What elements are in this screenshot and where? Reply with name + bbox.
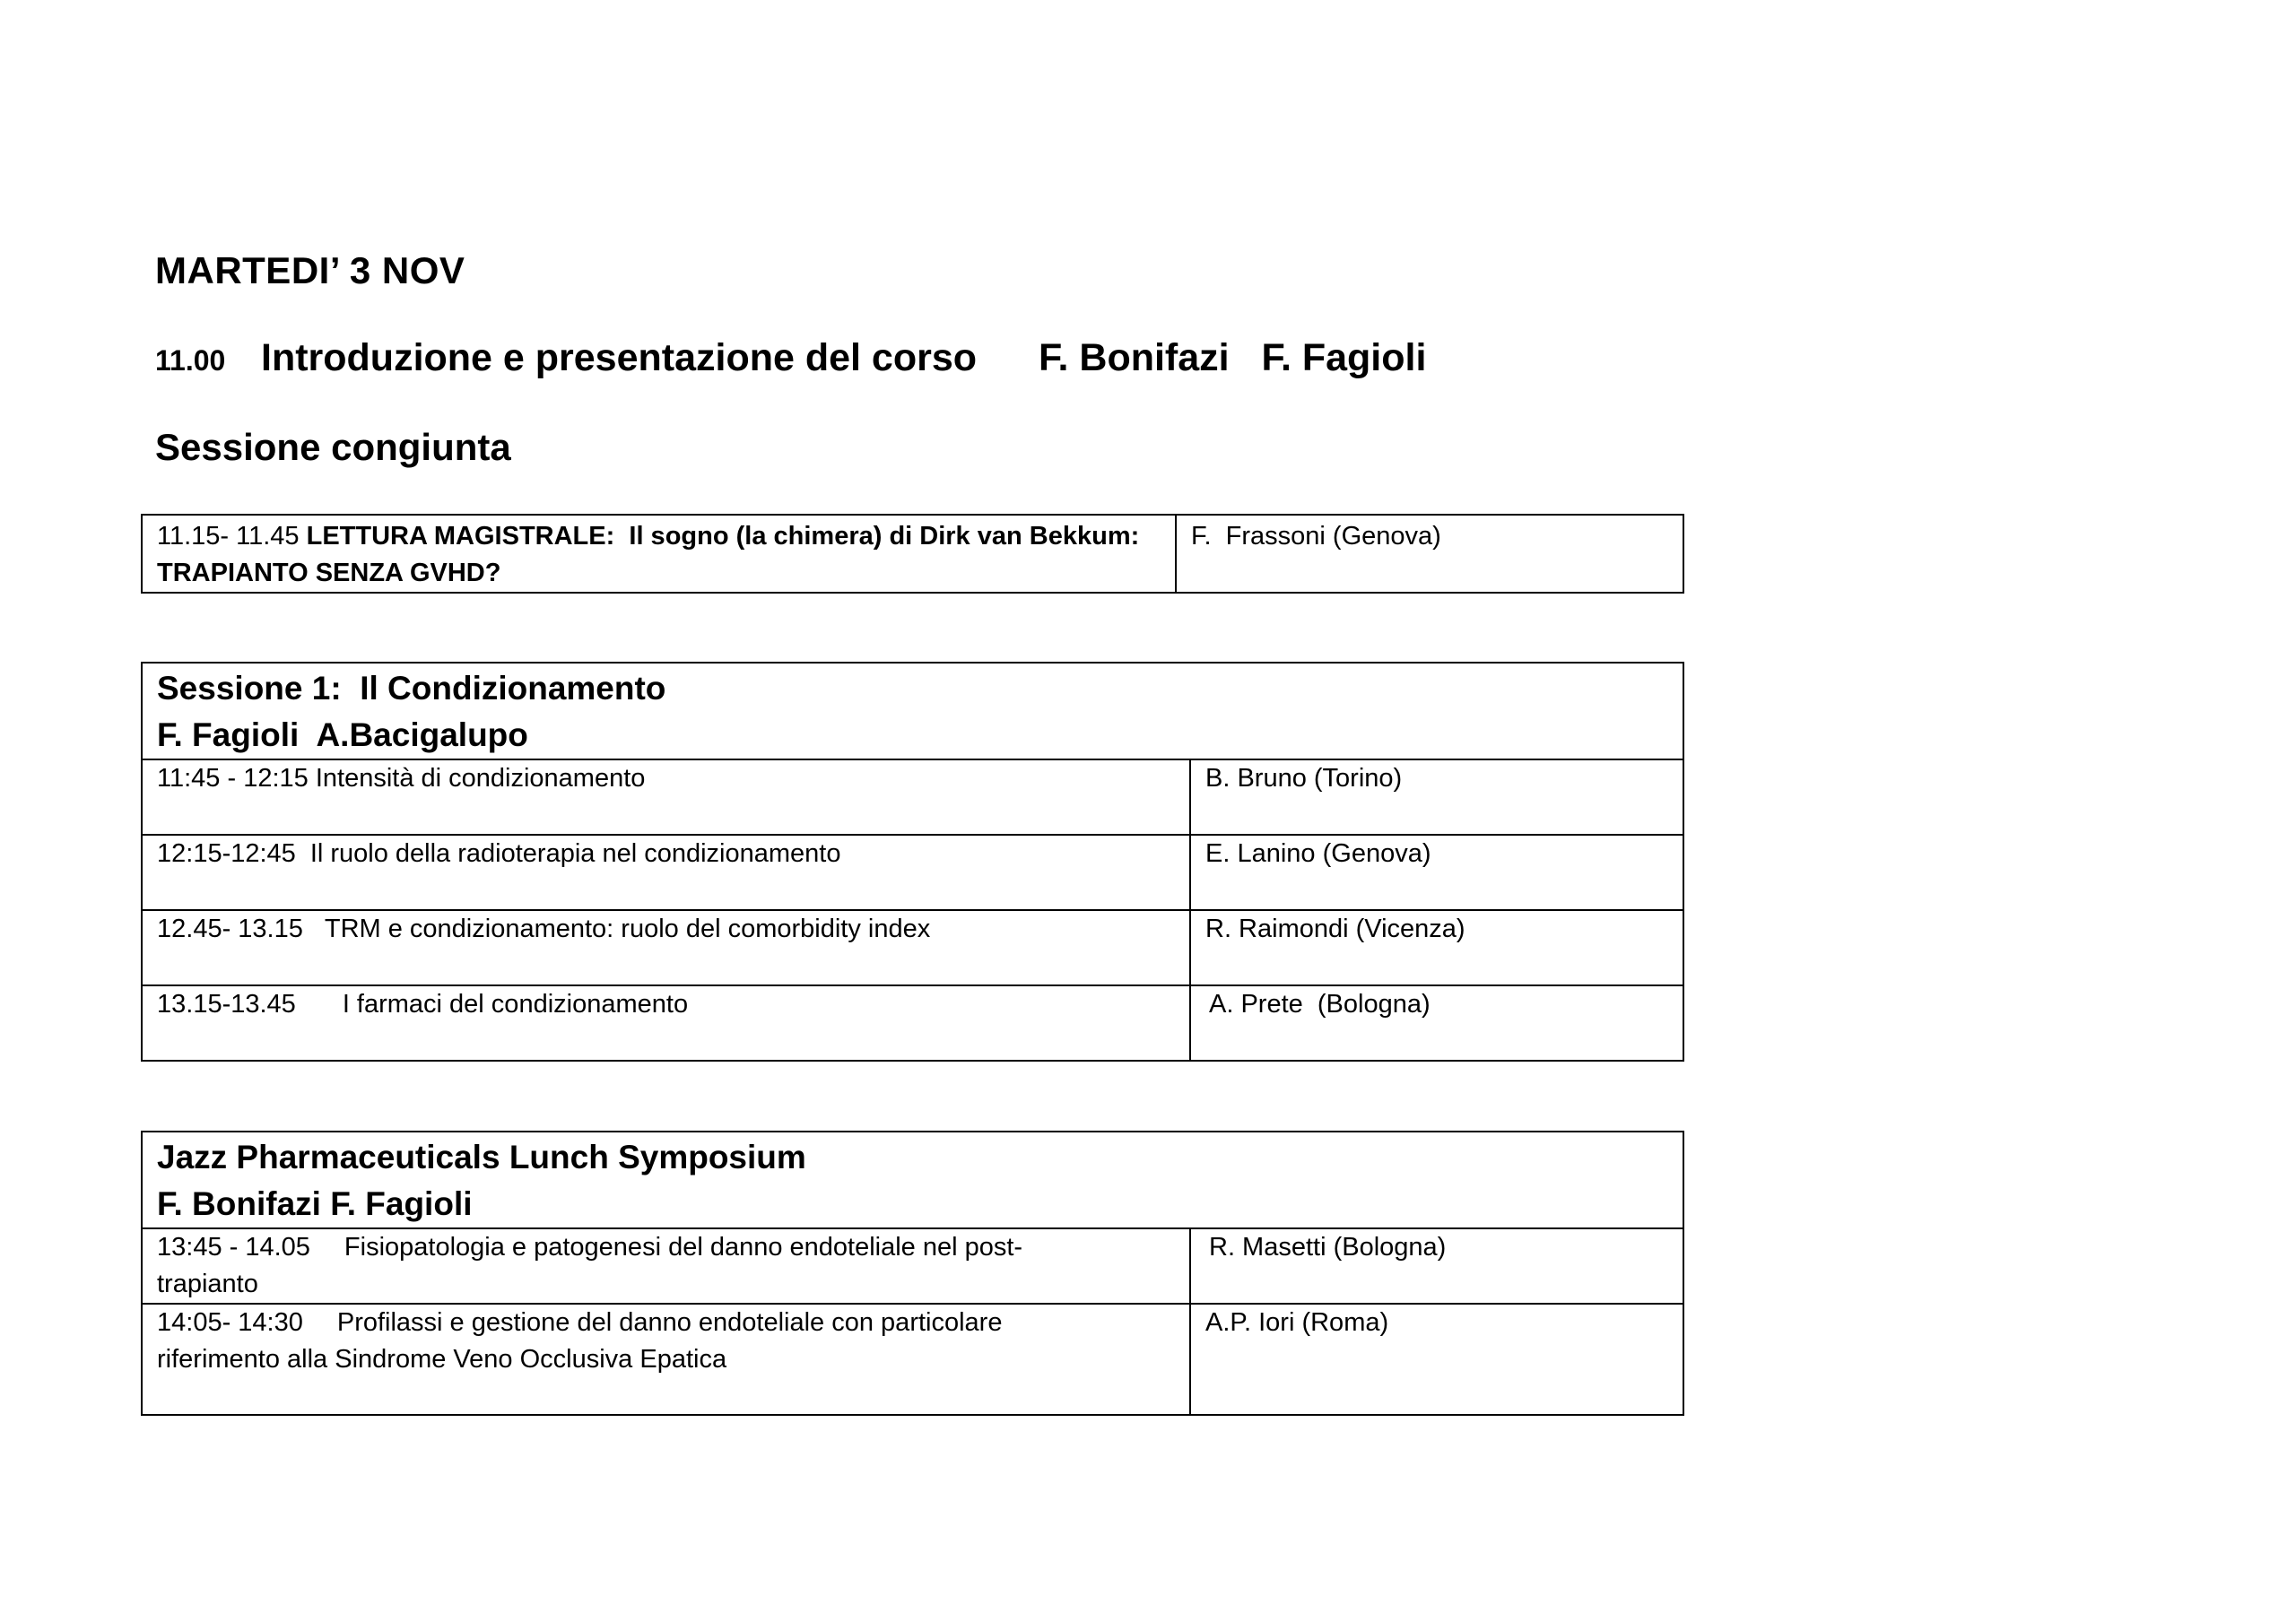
talk-speaker: R. Masetti (Bologna) <box>1190 1228 1683 1304</box>
talk-cell <box>142 1304 1190 1415</box>
talk-time: 11:45 - 12:15 <box>157 764 309 793</box>
talk-topic-line1: Profilassi e gestione del danno endoteliale con particolare <box>336 1308 1003 1337</box>
day-title: MARTEDI’ 3 NOV <box>155 249 465 291</box>
symposium-header <box>142 1132 1683 1228</box>
lecture-cell <box>142 515 1176 593</box>
table-row <box>142 515 1683 593</box>
intro-line <box>155 336 1426 380</box>
session1-chairs: F. Fagioli A.Bacigalupo <box>157 716 528 753</box>
table-row <box>142 1304 1683 1415</box>
talk-cell <box>142 1228 1190 1304</box>
table-row <box>142 910 1683 985</box>
talk-topic-line2: riferimento alla Sindrome Veno Occlusiva Epatica <box>157 1345 727 1374</box>
talk-speaker: B. Bruno (Torino) <box>1190 759 1683 835</box>
intro-time: 11.00 <box>155 344 226 377</box>
talk-speaker: R. Raimondi (Vicenza) <box>1190 910 1683 985</box>
joint-session-table <box>141 514 1684 594</box>
symposium-header-row <box>142 1132 1683 1228</box>
lecture-title-line2: TRAPIANTO SENZA GVHD? <box>157 559 501 587</box>
intro-title: Introduzione e presentazione del corso <box>261 336 978 379</box>
session1-table <box>141 662 1684 1062</box>
table-row <box>142 759 1683 835</box>
talk-topic-line2: trapianto <box>157 1270 258 1298</box>
lecture-speaker: F. Frassoni (Genova) <box>1176 515 1683 593</box>
table-row <box>142 985 1683 1061</box>
joint-session-title: Sessione congiunta <box>155 426 511 468</box>
talk-speaker: E. Lanino (Genova) <box>1190 835 1683 910</box>
talk-time: 12.45- 13.15 <box>157 915 303 943</box>
session1-header-row <box>142 663 1683 759</box>
talk-time: 13:45 - 14.05 <box>157 1233 310 1262</box>
talk-topic: TRM e condizionamento: ruolo del comorbidity index <box>324 915 931 943</box>
talk-time: 13.15-13.45 <box>157 990 296 1019</box>
talk-speaker: A.P. Iori (Roma) <box>1190 1304 1683 1415</box>
talk-topic: Intensità di condizionamento <box>315 764 646 793</box>
lecture-title-line1: LETTURA MAGISTRALE: Il sogno (la chimera) di Dirk van Bekkum: <box>306 522 1140 551</box>
table-row <box>142 835 1683 910</box>
symposium-chairs: F. Bonifazi F. Fagioli <box>157 1185 473 1222</box>
talk-cell <box>142 835 1190 910</box>
talk-topic: I farmaci del condizionamento <box>342 990 689 1019</box>
talk-speaker: A. Prete (Bologna) <box>1190 985 1683 1061</box>
talk-cell <box>142 759 1190 835</box>
talk-topic-line1: Fisiopatologia e patogenesi del danno endoteliale nel post- <box>344 1233 1023 1262</box>
symposium-title: Jazz Pharmaceuticals Lunch Symposium <box>157 1139 806 1175</box>
intro-chairs: F. Bonifazi F. Fagioli <box>1039 336 1427 379</box>
symposium-table <box>141 1131 1684 1416</box>
session1-header <box>142 663 1683 759</box>
lecture-time: 11.15- 11.45 <box>157 522 307 551</box>
talk-cell <box>142 910 1190 985</box>
talk-time: 12:15-12:45 <box>157 839 296 868</box>
talk-topic: Il ruolo della radioterapia nel condizionamento <box>309 839 841 868</box>
table-row <box>142 1228 1683 1304</box>
session1-title: Sessione 1: Il Condizionamento <box>157 670 666 707</box>
talk-time: 14:05- 14:30 <box>157 1308 303 1337</box>
talk-cell <box>142 985 1190 1061</box>
